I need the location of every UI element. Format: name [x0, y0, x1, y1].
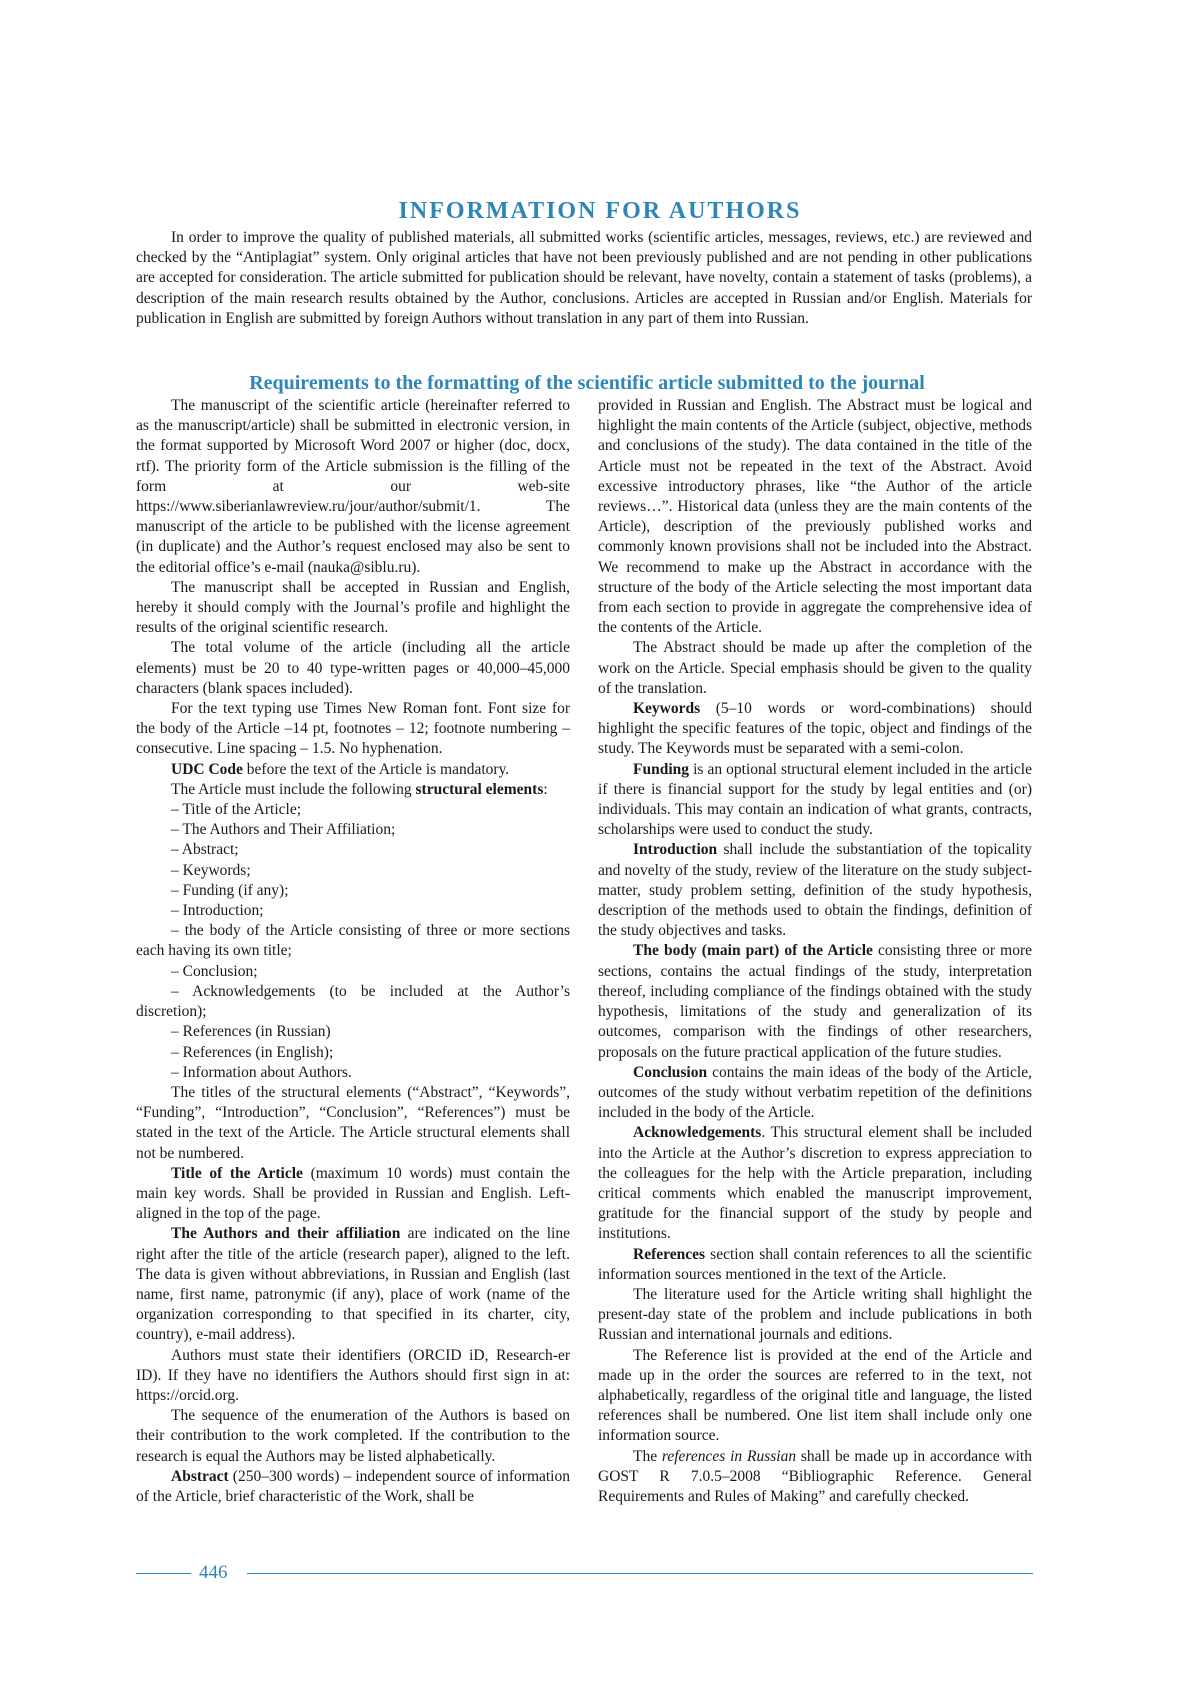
orcid-paragraph: Authors must state their identifiers (ORCID iD, Research-er ID). If they have no identifiers the Authors should first sign in at: https://orcid.org.: [136, 1346, 570, 1404]
structure-paragraph: [136, 780, 570, 800]
russian-references-text: shall be made up in accordance with GOST R 7.0.5–2008 “Bibliographic Reference. General Requirements and Rules of Making” and carefully checked.: [598, 1447, 1032, 1505]
russian-references-prefix: The: [633, 1447, 662, 1465]
footer-rule-right: [247, 1573, 1033, 1574]
abstract-heading: Abstract: [171, 1467, 229, 1485]
list-item: – The Authors and Their Affiliation;: [171, 821, 396, 839]
conclusion-paragraph: [598, 1063, 1032, 1124]
list-item: – Acknowledgements (to be included at the Author’s discretion);: [136, 982, 570, 1021]
funding-heading: Funding: [633, 760, 690, 778]
keywords-paragraph: [598, 699, 1032, 760]
right-column: [598, 396, 1032, 1507]
language-paragraph: The manuscript shall be accepted in Russian and English, hereby it should comply with the Journal’s profile and highlight the results of the original scientific research.: [136, 578, 570, 637]
body-text: consisting three or more sections, contains the actual findings of the study, interpretation thereof, including compliance of the findings obtained with the study hypothesis, limitations of the study and generalization of its outcomes, comparison with the findings of other researchers, proposals on the future practical application of the future studies.: [598, 942, 1032, 1061]
references-heading: References: [633, 1245, 706, 1263]
list-item: – Conclusion;: [171, 962, 258, 980]
structural-elements-list: [136, 800, 570, 1083]
conclusion-heading: Conclusion: [633, 1063, 708, 1081]
keywords-text: (5–10 words or word-combinations) should highlight the specific features of the topic, object and findings of the study. The Keywords must be separated with a semi-colon.: [598, 700, 1032, 758]
list-item: – Information about Authors.: [171, 1063, 352, 1081]
acknowledgements-paragraph: [598, 1123, 1032, 1244]
list-item: – Funding (if any);: [171, 881, 289, 899]
page-title: INFORMATION FOR AUTHORS: [398, 198, 802, 224]
introduction-paragraph: [598, 840, 1032, 941]
structure-heading: structural elements: [415, 780, 544, 798]
introduction-text: shall include the substantiation of the topicality and novelty of the study, review of the literature on the study subject-matter, study problem setting, definition of the study hypothesis, description of the methods used to obtain the findings, definition of the study objectives and tasks.: [598, 841, 1032, 940]
manuscript-paragraph: The manuscript of the scientific article (hereinafter referred to as the manuscript/article) shall be submitted in electronic version, in the format supported by Microsoft Word 2007 or higher (doc, docx, rtf). The priority form of the Article submission is the filling of the form at our web-site https://www.siberianlawreview.ru/jour/author/submit/1. The manuscript of the article to be published with the license agreement (in duplicate) and the Author’s request enclosed may also be sent to the editorial office’s e-mail (nauka@siblu.ru).: [136, 397, 570, 576]
abstract-timing-paragraph: The Abstract should be made up after the completion of the work on the Article. Special emphasis should be given to the quality of the translation.: [598, 639, 1032, 697]
abstract-continued-paragraph: provided in Russian and English. The Abstract must be logical and highlight the main contents of the Article (subject, objective, methods and conclusions of the study). The data contained in the title of the Article must not be repeated in the text of the Abstract. Avoid excessive introductory phrases, like “the Author of the article reviews…”. Historical data (unless they are the main contents of the Article), description of the previously published works and commonly known provisions shall not be included into the Abstract. We recommend to make up the Abstract in accordance with the structure of the body of the Article selecting the most important data from each section to provide in aggregate the comprehensive idea of the contents of the Article.: [598, 397, 1032, 637]
article-title-heading: Title of the Article: [171, 1164, 303, 1182]
list-item: – References (in English);: [171, 1043, 334, 1061]
body-paragraph: [598, 941, 1032, 1062]
introduction-heading: Introduction: [633, 841, 718, 859]
authors-text: are indicated on the line right after the title of the article (research paper), aligned to the left. The data is given without abbreviations, in Russian and English (last name, first name, patronymic (if any), place of work (name of the organization corresponding to that specified in its charter, city, country), e-mail address).: [136, 1225, 570, 1344]
authors-heading: The Authors and their affiliation: [171, 1225, 401, 1243]
russian-references-paragraph: [598, 1447, 1032, 1508]
list-item: – Title of the Article;: [171, 801, 302, 819]
section-title: Requirements to the formatting of the scientific article submitted to the journal: [249, 372, 925, 394]
list-item: – Introduction;: [171, 902, 264, 920]
conclusion-text: contains the main ideas of the body of the Article, outcomes of the study without verbatim repetition of the definitions included in the body of the Article.: [598, 1063, 1032, 1122]
article-title-text: (maximum 10 words) must contain the main key words. Shall be provided in Russian and English. Left-aligned in the top of the page.: [136, 1164, 570, 1223]
body-heading: The body (main part) of the Article: [633, 942, 873, 960]
authors-paragraph: [136, 1224, 570, 1345]
reference-list-paragraph: The Reference list is provided at the end of the Article and made up in the order the sources are referred to in the text, not alphabetically, regardless of the original title and language, the listed references shall be numbered. One list item shall include only one information source.: [598, 1346, 1032, 1445]
udc-paragraph: [136, 760, 570, 780]
structure-text: The Article must include the following: [171, 780, 416, 798]
list-item: – Keywords;: [171, 861, 251, 879]
volume-paragraph: The total volume of the article (including all the article elements) must be 20 to 40 type-written pages or 40,000–45,000 characters (blank spaces included).: [136, 639, 570, 697]
page-number: 446: [199, 1562, 228, 1583]
intro-paragraph: In order to improve the quality of published materials, all submitted works (scientific articles, messages, reviews, etc.) are reviewed and checked by the “Antiplagiat” system. Only original articles that have not been previously published and are not pending in other publications are accepted for consideration. The article submitted for publication should be relevant, have novelty, contain a statement of tasks (problems), a description of the main research results obtained by the Author, conclusions. Articles are accepted in Russian and/or English. Materials for publication in English are submitted by foreign Authors without translation in any part of them into Russian.: [136, 229, 1032, 327]
funding-text: is an optional structural element included in the article if there is financial support for the study by legal entities and (or) individuals. This may contain an indication of what grants, contracts, scholarships were used to conduct the study.: [598, 760, 1032, 839]
abstract-paragraph: [136, 1467, 570, 1507]
keywords-heading: Keywords: [633, 700, 701, 718]
references-paragraph: [598, 1245, 1032, 1285]
references-text: section shall contain references to all the scientific information sources mentioned in the text of the Article.: [598, 1245, 1032, 1283]
footer-rule-left: [136, 1573, 191, 1574]
list-item: – the body of the Article consisting of three or more sections each having its own title;: [136, 922, 570, 960]
list-item: – References (in Russian): [171, 1023, 331, 1041]
udc-text: before the text of the Article is mandatory.: [242, 760, 510, 778]
russian-references-italic: references in Russian: [661, 1447, 797, 1465]
acknowledgements-text: . This structural element shall be included into the Article at the Author’s discretion to express appreciation to the colleagues for the help with the Article preparation, including critical comments which enabled the manuscript improvement, gratitude for the financial support of the study by people and institutions.: [598, 1124, 1032, 1243]
literature-paragraph: The literature used for the Article writing shall highlight the present-day state of the problem and include publications in both Russian and international journals and editions.: [598, 1285, 1032, 1344]
font-paragraph: For the text typing use Times New Roman font. Font size for the body of the Article –14 pt, footnotes – 12; footnote numbering – consecutive. Line spacing – 1.5. No hyphenation.: [136, 700, 570, 758]
titles-paragraph: The titles of the structural elements (“Abstract”, “Keywords”, “Funding”, “Introduction”, “Conclusion”, “References”) must be stated in the text of the Article. The Article structural elements shall not be numbered.: [136, 1083, 570, 1162]
structure-colon: :: [543, 780, 548, 798]
acknowledgements-heading: Acknowledgements: [633, 1124, 762, 1142]
funding-paragraph: [598, 760, 1032, 841]
udc-heading: UDC Code: [171, 760, 243, 778]
article-title-paragraph: [136, 1164, 570, 1225]
left-column: [136, 396, 570, 1507]
abstract-text: (250–300 words) – independent source of information of the Article, brief characteristic of the Work, shall be: [136, 1467, 570, 1505]
list-item: – Abstract;: [171, 841, 239, 859]
sequence-paragraph: The sequence of the enumeration of the Authors is based on their contribution to the work completed. If the contribution to the research is equal the Authors may be listed alphabetically.: [136, 1407, 570, 1465]
